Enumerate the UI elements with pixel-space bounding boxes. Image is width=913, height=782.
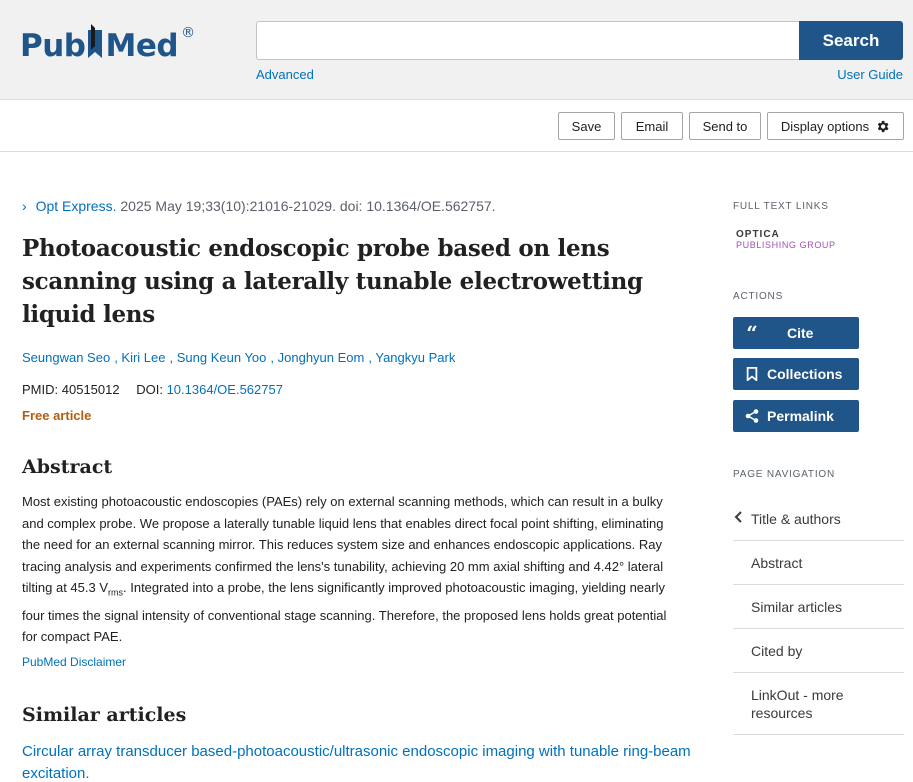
author-list: Seungwan Seo , Kiri Lee , Sung Keun Yoo , Jonghyun Eom , Yangkyu Park <box>22 350 456 365</box>
collections-button[interactable] <box>733 358 859 390</box>
permalink-button[interactable] <box>733 400 859 432</box>
search-input[interactable] <box>256 21 800 60</box>
gear-icon <box>875 119 890 134</box>
permalink-label: Permalink <box>767 408 834 424</box>
page-navigation-label: PAGE NAVIGATION <box>733 469 836 480</box>
pmid-label: PMID: <box>22 382 59 397</box>
nav-item-label: Cited by <box>751 642 803 659</box>
registered-mark: ® <box>181 25 195 41</box>
cite-button[interactable] <box>733 317 859 349</box>
nav-item-similar-articles[interactable] <box>733 585 904 629</box>
article-toolbar <box>0 100 913 152</box>
similar-articles-heading: Similar articles <box>22 704 187 726</box>
journal-link[interactable]: Opt Express. <box>35 198 117 214</box>
nav-item-linkout[interactable] <box>733 673 904 735</box>
share-icon <box>745 409 759 423</box>
nav-item-label: LinkOut - more resources <box>751 686 844 721</box>
citation-details: 2025 May 19;33(10):21016-21029. doi: 10.1364/OE.562757. <box>120 198 496 214</box>
pubmed-logo[interactable] <box>20 18 195 74</box>
chevron-right-icon: › <box>22 198 27 214</box>
article-identifiers <box>22 382 283 397</box>
book-icon <box>86 22 104 62</box>
nav-item-title-authors[interactable] <box>733 497 904 541</box>
optica-logo-line1: OPTICA <box>736 229 780 240</box>
abstract-text <box>22 491 672 648</box>
abstract-heading: Abstract <box>22 456 113 478</box>
chevron-left-icon <box>733 510 743 524</box>
similar-article-link[interactable]: Circular array transducer based-photoacoustic/ultrasonic endoscopic imaging with tunable ring-beam excitation. <box>22 743 691 782</box>
optica-publisher-logo[interactable] <box>736 230 836 250</box>
bookmark-icon <box>745 367 759 381</box>
free-article-badge: Free article <box>22 408 92 423</box>
nav-item-label: Similar articles <box>751 598 843 615</box>
abstract-text-part1: Most existing photoacoustic endoscopies (PAEs) rely on external scanning methods, which can result in a bulky and complex probe. We propose a laterally tunable liquid lens that enables direct focal point shifting, eliminating the need for an external scanning mirror. This reduces system size and enhances endoscopic applications. Ray tracing analysis and experiments confirmed the lens's tunability, achieving 20 mm axial shifting and 4.42° lateral tilting at 45.3 V <box>22 494 664 596</box>
nav-item-abstract[interactable] <box>733 541 904 585</box>
quote-icon: “ <box>746 321 758 345</box>
full-text-links-label: FULL TEXT LINKS <box>733 201 829 212</box>
article-title: Photoacoustic endoscopic probe based on lens scanning using a laterally tunable electrowetting liquid lens <box>22 235 643 328</box>
pubmed-disclaimer-link[interactable]: PubMed Disclaimer <box>22 655 127 669</box>
nav-item-label: Abstract <box>751 554 803 571</box>
abstract-text-part2: . Integrated into a probe, the lens significantly improved photoacoustic imaging, yielding nearly four times the signal intensity of conventional stage scanning. Therefore, the proposed lens holds great potential for compact PAE. <box>22 580 667 645</box>
nav-item-cited-by[interactable] <box>733 629 904 673</box>
author-link[interactable]: Yangkyu Park <box>375 350 456 365</box>
email-button[interactable]: Email <box>621 112 683 140</box>
author-link[interactable]: Sung Keun Yoo <box>176 350 267 365</box>
cite-label: Cite <box>787 325 814 341</box>
send-to-button[interactable]: Send to <box>689 112 761 140</box>
doi-link[interactable]: 10.1364/OE.562757 <box>166 382 283 397</box>
header <box>0 0 913 100</box>
optica-logo-line2: PUBLISHING GROUP <box>736 240 836 250</box>
actions-label: ACTIONS <box>733 291 784 302</box>
author-link[interactable]: Kiri Lee <box>121 350 166 365</box>
pmid-value: 40515012 <box>61 382 120 397</box>
author-link[interactable]: Jonghyun Eom <box>277 350 365 365</box>
save-button[interactable]: Save <box>558 112 615 140</box>
display-options-button[interactable] <box>767 112 904 140</box>
display-options-label: Display options <box>780 118 870 134</box>
advanced-search-link[interactable]: Advanced <box>256 67 314 82</box>
logo-text-med: Med <box>105 28 179 64</box>
search-button[interactable]: Search <box>799 21 903 60</box>
page-navigation-list <box>733 497 904 735</box>
user-guide-link[interactable]: User Guide <box>837 67 903 82</box>
author-link[interactable]: Seungwan Seo <box>22 350 111 365</box>
abstract-subscript: rms <box>108 587 123 598</box>
logo-text-pub: Pub <box>20 28 86 64</box>
collections-label: Collections <box>767 366 843 382</box>
citation-line <box>22 198 496 214</box>
nav-item-label: Title & authors <box>751 510 841 527</box>
doi-label: DOI: <box>136 382 163 397</box>
